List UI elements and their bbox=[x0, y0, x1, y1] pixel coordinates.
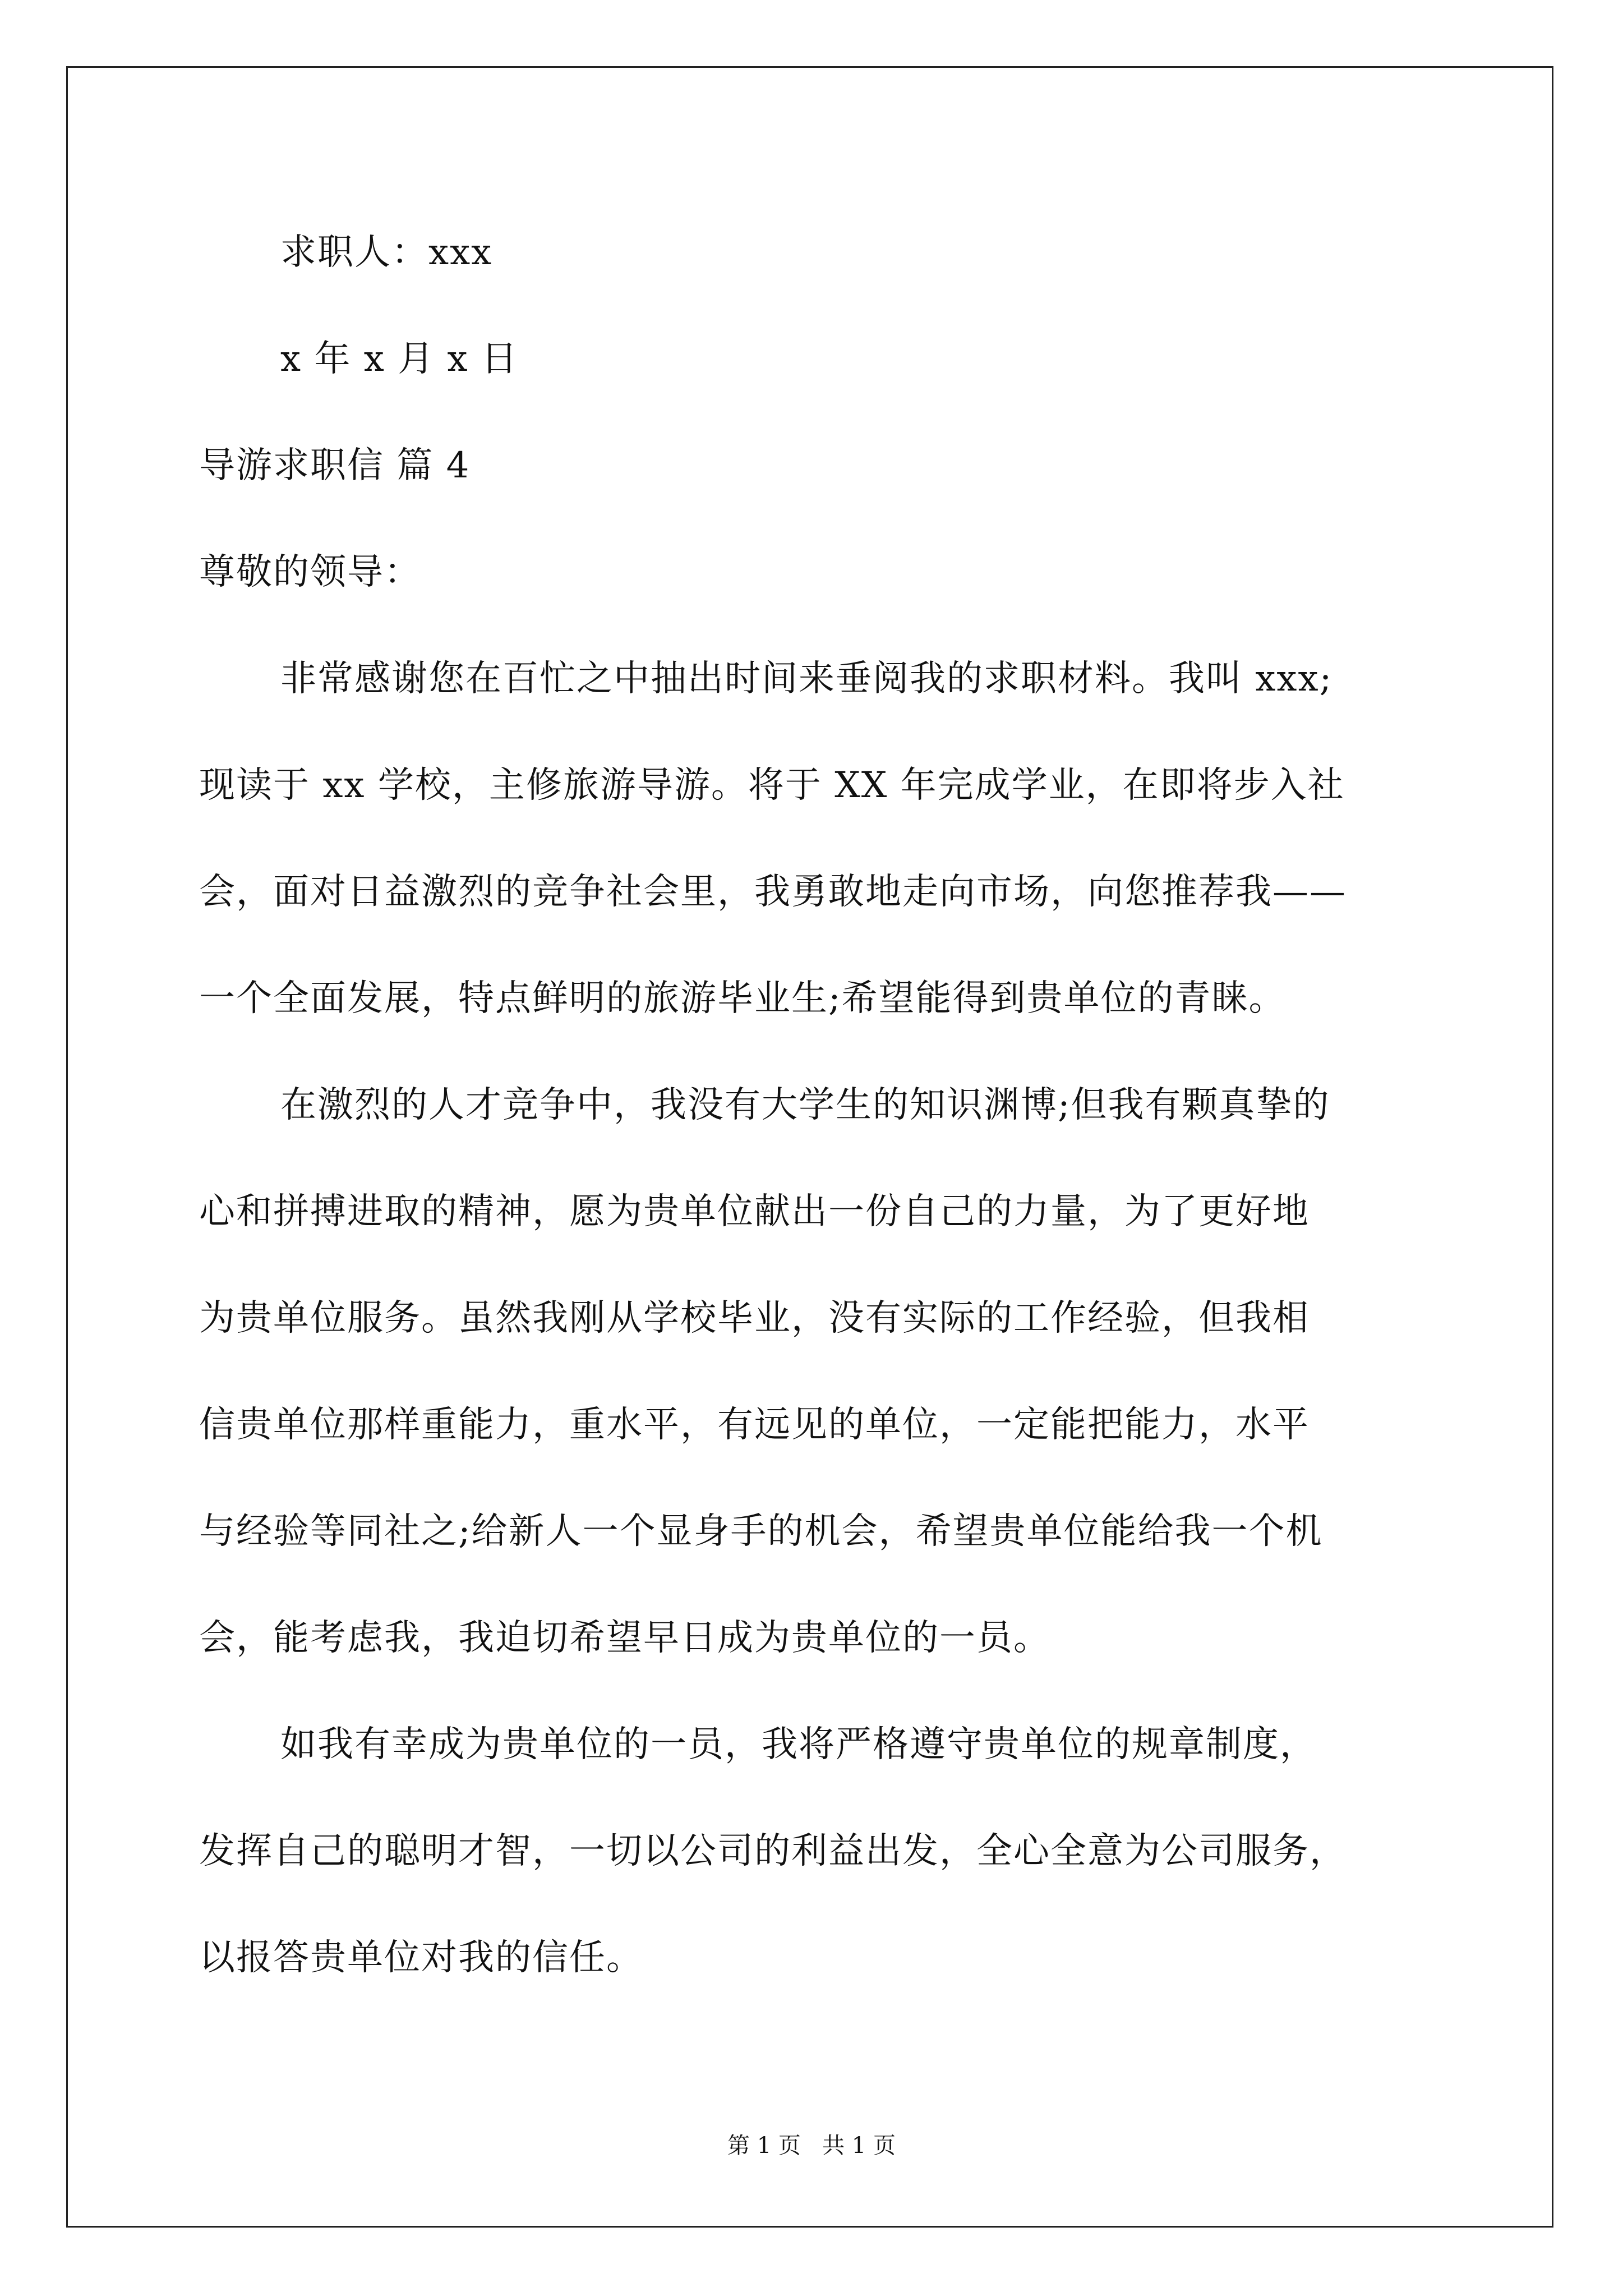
paragraph-1-line: 现读于 xx 学校，主修旅游导游。将于 XX 年完成学业，在即将步入社 bbox=[199, 765, 1345, 806]
date-line: x 年 x 月 x 日 bbox=[280, 338, 518, 380]
paragraph-3-line: 发挥自己的聪明才智，一切以公司的利益出发，全心全意为公司服务， bbox=[199, 1830, 1347, 1872]
paragraph-1-line: 非常感谢您在百忙之中抽出时间来垂阅我的求职材料。我叫 xxx; bbox=[280, 658, 1333, 700]
paragraph-2-line: 信贵单位那样重能力，重水平，有远见的单位，一定能把能力，水平 bbox=[199, 1404, 1310, 1446]
paragraph-3-line: 如我有幸成为贵单位的一员，我将严格遵守贵单位的规章制度， bbox=[280, 1724, 1317, 1765]
page-footer: 第 1 页 共 1 页 bbox=[727, 2133, 896, 2159]
page-frame bbox=[66, 66, 1553, 2228]
signature-line: 求职人：xxx bbox=[280, 232, 493, 273]
paragraph-1-line: 一个全面发展，特点鲜明的旅游毕业生;希望能得到贵单位的青睐。 bbox=[199, 978, 1286, 1019]
paragraph-2-line: 会，能考虑我，我迫切希望早日成为贵单位的一员。 bbox=[199, 1617, 1050, 1659]
paragraph-2-line: 心和拼搏进取的精神，愿为贵单位献出一份自己的力量，为了更好地 bbox=[199, 1191, 1310, 1232]
paragraph-1-line: 会，面对日益激烈的竞争社会里，我勇敢地走向市场，向您推荐我—— bbox=[199, 871, 1347, 913]
section-title: 导游求职信 篇 4 bbox=[199, 445, 471, 486]
paragraph-2-line: 在激烈的人才竞争中，我没有大学生的知识渊博;但我有颗真挚的 bbox=[280, 1084, 1330, 1126]
paragraph-2-line: 与经验等同社之;给新人一个显身手的机会，希望贵单位能给我一个机 bbox=[199, 1511, 1323, 1552]
paragraph-2-line: 为贵单位服务。虽然我刚从学校毕业，没有实际的工作经验，但我相 bbox=[199, 1297, 1310, 1339]
paragraph-3-line: 以报答贵单位对我的信任。 bbox=[199, 1937, 643, 1978]
salutation: 尊敬的领导： bbox=[199, 551, 421, 593]
